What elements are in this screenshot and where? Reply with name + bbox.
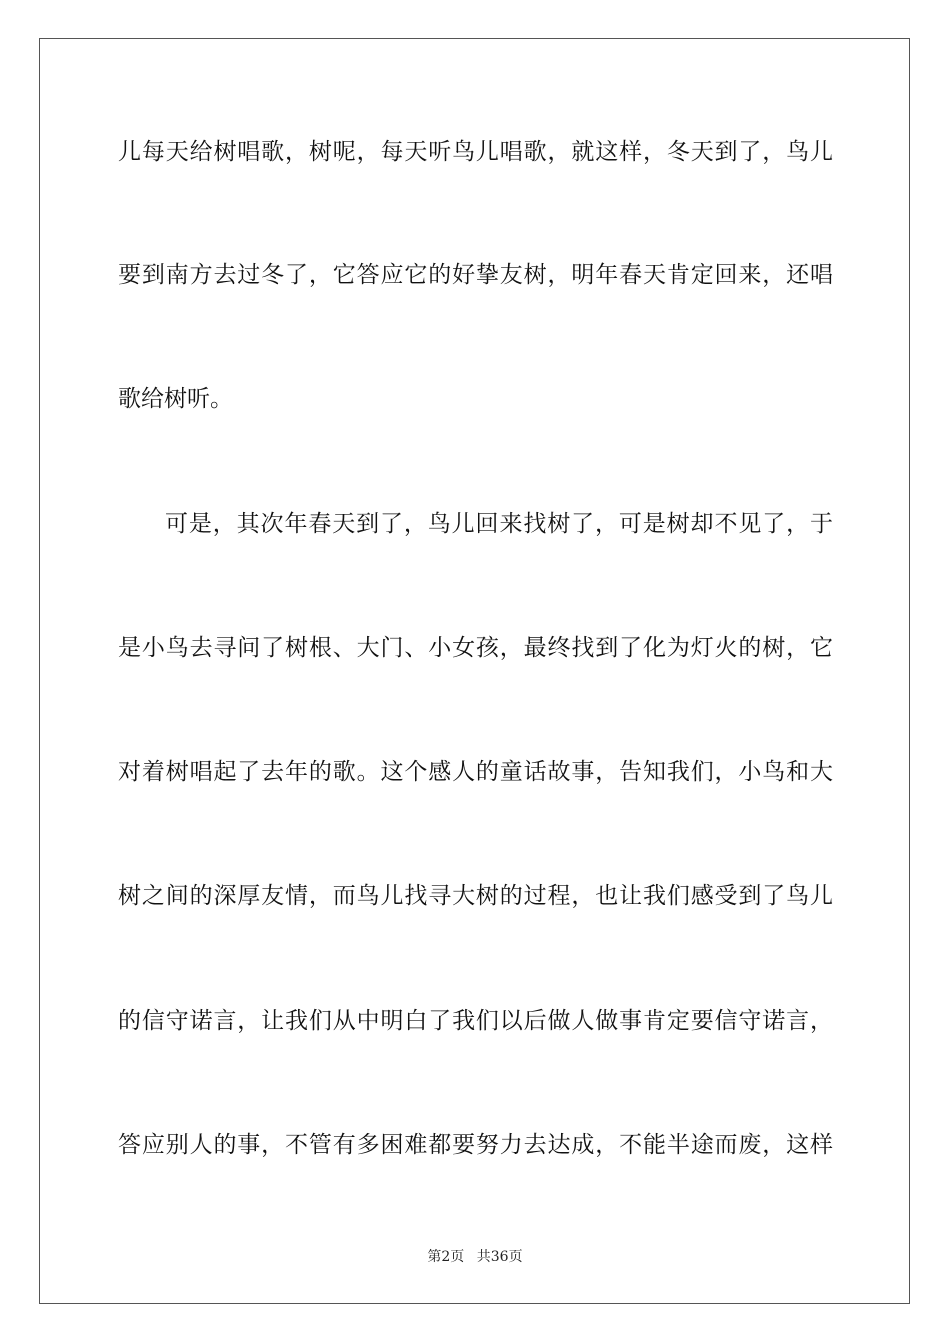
text-line: 答应别人的事，不管有多困难都要努力去达成，不能半途而废，这样 [118, 1132, 833, 1158]
page-number-current: 第2页 [427, 1249, 465, 1265]
page-border [39, 38, 910, 1304]
text-line: 儿每天给树唱歌，树呢，每天听鸟儿唱歌，就这样，冬天到了，鸟儿 [118, 139, 833, 165]
text-line: 是小鸟去寻问了树根、大门、小女孩，最终找到了化为灯火的树，它 [118, 635, 833, 661]
text-line: 的信守诺言，让我们从中明白了我们以后做人做事肯定要信守诺言， [118, 1008, 833, 1034]
text-line: 树之间的深厚友情，而鸟儿找寻大树的过程，也让我们感受到了鸟儿 [118, 883, 833, 909]
text-line: 要到南方去过冬了，它答应它的好挚友树，明年春天肯定回来，还唱 [118, 262, 833, 288]
text-line: 对着树唱起了去年的歌。这个感人的童话故事，告知我们，小鸟和大 [118, 759, 833, 785]
paragraph-first-line: 可是，其次年春天到了，鸟儿回来找树了，可是树却不见了，于 [165, 511, 833, 537]
page-footer [0, 1247, 950, 1267]
text-line: 歌给树听。 [118, 386, 233, 412]
page-number-total: 共36页 [476, 1249, 523, 1265]
